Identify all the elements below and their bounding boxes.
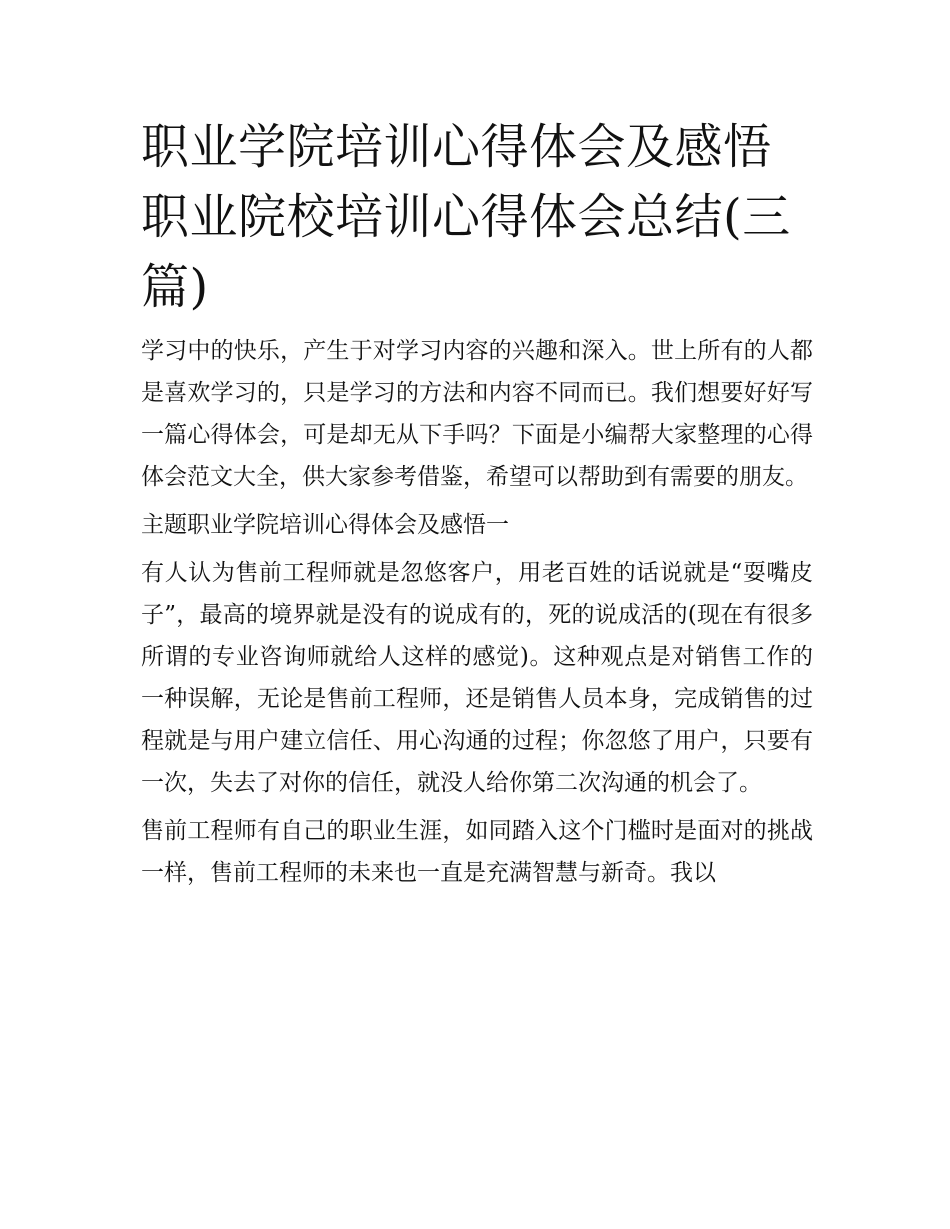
body-paragraph-2: 售前工程师有自己的职业生涯，如同踏入这个门槛时是面对的挑战一样，售前工程师的未来也一直是充满智慧与新奇。我以 <box>141 818 813 886</box>
document-title: 职业学院培训心得体会及感悟职业院校培训心得体会总结(三篇) <box>141 119 791 315</box>
document-content <box>141 112 813 894</box>
intro-paragraph: 学习中的快乐，产生于对学习内容的兴趣和深入。世上所有的人都是喜欢学习的，只是学习的方法和内容不同而已。我们想要好好写一篇心得体会，可是却无从下手吗？下面是小编帮大家整理的心得体会范文大全，供大家参考借鉴，希望可以帮助到有需要的朋友。 <box>141 338 813 490</box>
body-paragraph-1: 有人认为售前工程师就是忽悠客户，用老百姓的话说就是“耍嘴皮子”，最高的境界就是没有的说成有的，死的说成活的(现在有很多所谓的专业咨询师就给人这样的感觉)。这种观点是对销售工作的一种误解，无论是售前工程师，还是销售人员本身，完成销售的过程就是与用户建立信任、用心沟通的过程；你忽悠了用户，只要有一次，失去了对你的信任，就没人给你第二次沟通的机会了。 <box>141 560 813 796</box>
section-heading: 主题职业学院培训心得体会及感悟一 <box>141 512 509 538</box>
